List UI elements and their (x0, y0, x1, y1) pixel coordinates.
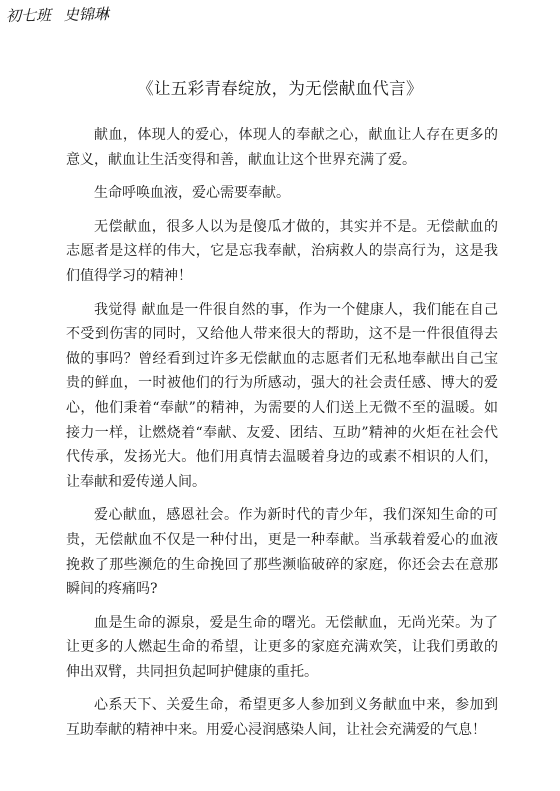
paragraph-6: 血是生命的源泉，爱是生命的曙光。无偿献血，无尚光荣。为了让更多的人燃起生命的希望，让更多的家庭充满欢笑，让我们勇敢的伸出双臂，共同担负起呵护健康的重托。 (66, 614, 498, 680)
essay-title: 《让五彩青春绽放，为无偿献血代言》 (137, 79, 423, 98)
paragraph-1: 献血，体现人的爱心，体现人的奉献之心，献血让人存在更多的意义，献血让生活变得和善，献血让这个世界充满了爱。 (66, 127, 498, 168)
handwritten-author: 史锦琳 (63, 5, 109, 24)
paragraph-2: 生命呼唤血液，爱心需要奉献。 (94, 185, 290, 202)
paragraph-7: 心系天下、关爱生命，希望更多人参加到义务献血中来，参加到互助奉献的精神中来。用爱心浸润感染人间，让社会充满爱的气息！ (66, 697, 498, 739)
handwritten-signature (6, 3, 117, 26)
paragraph-3: 无偿献血，很多人以为是傻瓜才做的，其实并不是。无偿献血的志愿者是这样的伟大，它是忘我奉献，治病救人的崇高行为，这是我们值得学习的精神！ (66, 218, 498, 284)
paragraph-4: 我觉得 献血是一件很自然的事，作为一个健康人，我们能在自己不受到伤害的同时，又给他人带来很大的帮助，这不是一件很值得去做的事吗？曾经看到过许多无偿献血的志愿者们无私地奉献出自己宝贵的鲜血，一时被他们的行为所感动，强大的社会责任感、博大的爱心，他们秉着“奉献”的精神，为需要的人们送上无微不至的温暖。如接力一样，让燃烧着“奉献、友爱、团结、互助”精神的火炬在社会代代传承，发扬光大。他们用真情去温暖着身边的或素不相识的人们，让奉献和爱传递人间。 (66, 301, 498, 490)
essay-body (66, 123, 498, 752)
handwritten-class: 初七班 (5, 6, 52, 25)
paragraph-5: 爱心献血，感恩社会。作为新时代的青少年，我们深知生命的可贵，无偿献血不仅是一种付出，更是一种奉献。当承载着爱心的血液挽救了那些濒危的生命挽回了那些濒临破碎的家庭，你还会去在意那瞬间的疼痛吗? (66, 507, 498, 598)
